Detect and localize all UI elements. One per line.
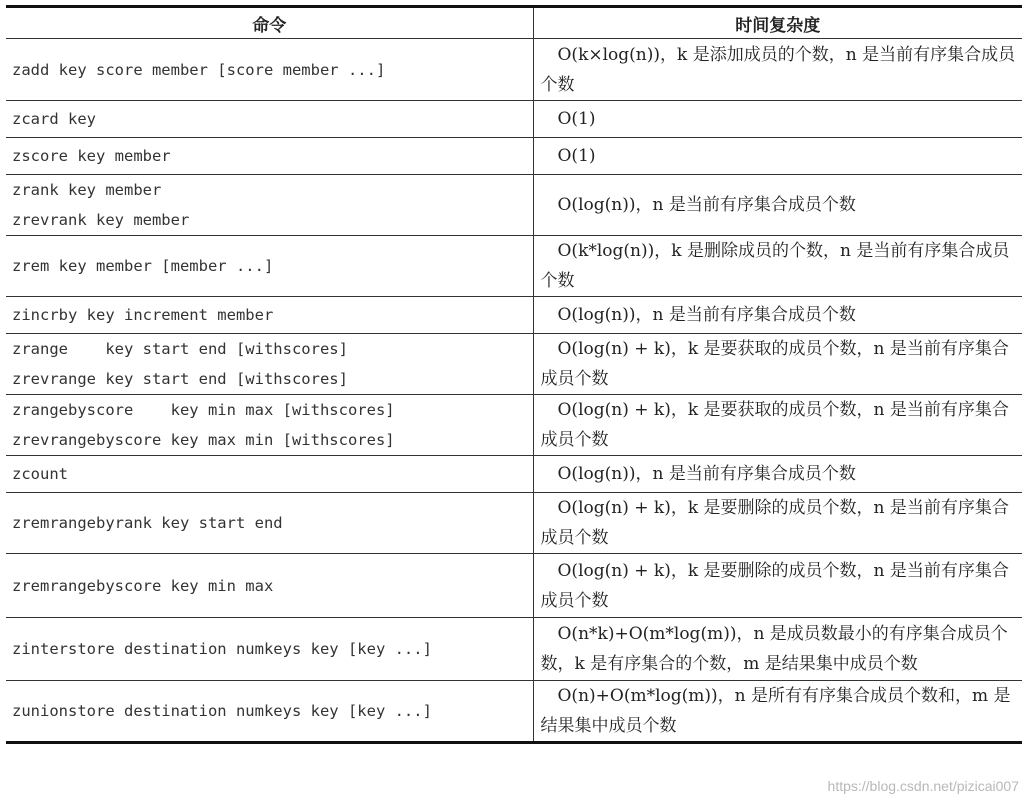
table-row (6, 175, 1022, 236)
command-text: zrevrange key start end [withscores] (12, 370, 348, 388)
command-text: zrangebyscore key min max [withscores] (12, 401, 395, 419)
command-text: zrevrangebyscore key max min [withscores] (12, 431, 395, 449)
command-text: zremrangebyrank key start end (12, 514, 283, 532)
command-text: zinterstore destination numkeys key [key ...] (12, 640, 432, 658)
table-row (6, 236, 1022, 297)
command-cell (6, 138, 533, 175)
header-command: 命令 (6, 7, 533, 39)
complexity-cell: O(log(n))，n 是当前有序集合成员个数 (533, 456, 1022, 493)
table-row (6, 39, 1022, 101)
complexity-cell: O(1) (533, 101, 1022, 138)
command-table-container (6, 5, 1022, 744)
command-cell (6, 493, 533, 554)
table-row (6, 395, 1022, 456)
command-text: zrange key start end [withscores] (12, 340, 348, 358)
command-text: zrank key member (12, 181, 162, 199)
watermark: https://blog.csdn.net/pizicai007 (827, 778, 1019, 794)
command-text: zrevrank key member (12, 211, 190, 229)
command-cell (6, 681, 533, 743)
complexity-cell: O(k*log(n))，k 是删除成员的个数，n 是当前有序集合成员个数 (533, 236, 1022, 297)
command-text: zunionstore destination numkeys key [key ...] (12, 702, 432, 720)
table-row (6, 554, 1022, 618)
command-cell (6, 236, 533, 297)
table-header-row (6, 7, 1022, 39)
complexity-cell: O(n)+O(m*log(m))，n 是所有有序集合成员个数和，m 是结果集中成员个数 (533, 681, 1022, 743)
complexity-cell: O(log(n) + k)，k 是要获取的成员个数，n 是当前有序集合成员个数 (533, 334, 1022, 395)
command-text: zremrangebyscore key min max (12, 576, 274, 595)
command-text: zrem key member [member ...] (12, 257, 274, 275)
command-cell (6, 554, 533, 618)
command-cell (6, 456, 533, 493)
table-row (6, 138, 1022, 175)
command-cell (6, 39, 533, 101)
complexity-cell: O(log(n))，n 是当前有序集合成员个数 (533, 297, 1022, 334)
command-cell (6, 334, 533, 395)
table-row (6, 681, 1022, 743)
complexity-cell: O(n*k)+O(m*log(m))，n 是成员数最小的有序集合成员个数，k 是有序集合的个数，m 是结果集中成员个数 (533, 618, 1022, 681)
command-text: zadd key score member [score member ...] (12, 60, 386, 79)
command-cell (6, 175, 533, 236)
complexity-cell: O(log(n))，n 是当前有序集合成员个数 (533, 175, 1022, 236)
command-text: zcount (12, 465, 68, 483)
complexity-cell: O(log(n) + k)，k 是要删除的成员个数，n 是当前有序集合成员个数 (533, 554, 1022, 618)
complexity-cell: O(log(n) + k)，k 是要获取的成员个数，n 是当前有序集合成员个数 (533, 395, 1022, 456)
command-text: zscore key member (12, 147, 171, 165)
command-text: zincrby key increment member (12, 306, 274, 324)
table-row (6, 334, 1022, 395)
command-text: zcard key (12, 110, 96, 128)
complexity-cell: O(1) (533, 138, 1022, 175)
command-cell (6, 297, 533, 334)
command-cell (6, 101, 533, 138)
complexity-cell: O(log(n) + k)，k 是要删除的成员个数，n 是当前有序集合成员个数 (533, 493, 1022, 554)
sorted-set-command-table (6, 5, 1022, 744)
table-row (6, 456, 1022, 493)
table-row (6, 101, 1022, 138)
command-cell (6, 395, 533, 456)
table-row (6, 618, 1022, 681)
table-body (6, 39, 1022, 743)
complexity-cell: O(k×log(n))，k 是添加成员的个数，n 是当前有序集合成员个数 (533, 39, 1022, 101)
header-complexity: 时间复杂度 (533, 7, 1022, 39)
table-row (6, 297, 1022, 334)
table-row (6, 493, 1022, 554)
command-cell (6, 618, 533, 681)
